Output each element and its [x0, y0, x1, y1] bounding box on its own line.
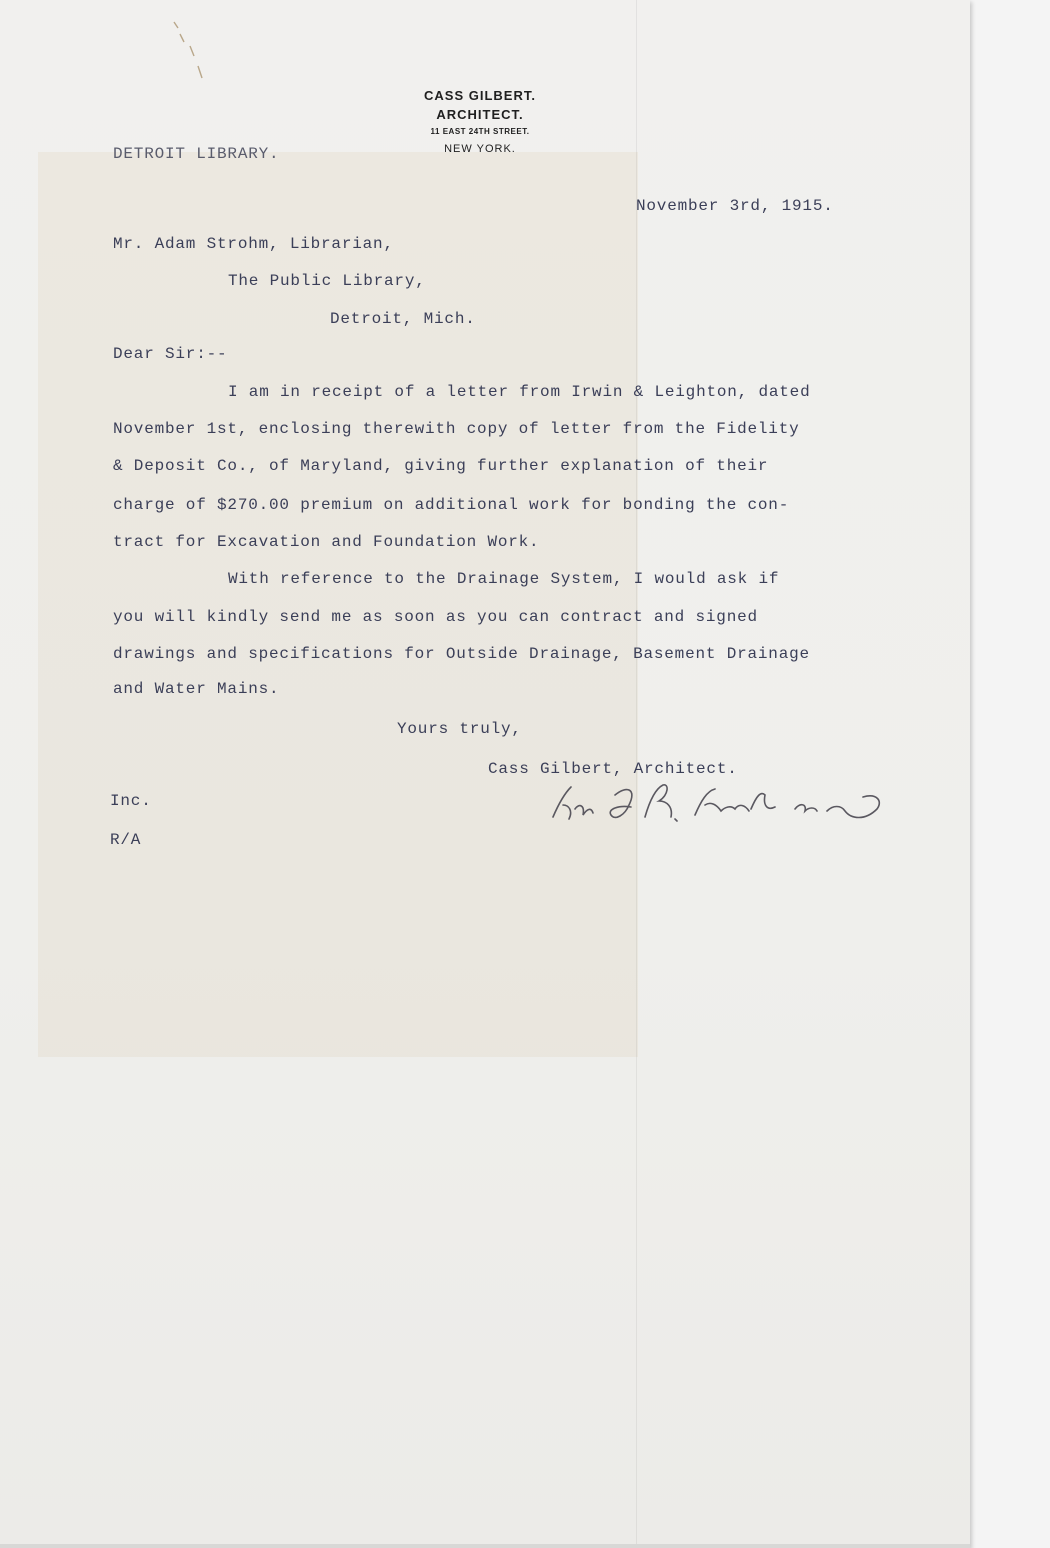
handwritten-signature: [545, 775, 895, 835]
closing: Yours truly,: [397, 720, 522, 738]
body-line: November 1st, enclosing therewith copy of letter from the Fidelity: [113, 420, 800, 438]
letter-date: November 3rd, 1915.: [636, 197, 834, 215]
letterhead-city: NEW YORK.: [444, 143, 516, 155]
typist-initials: Inc.: [110, 792, 152, 810]
body-line: With reference to the Drainage System, I would ask if: [228, 570, 780, 588]
sheet-edge: [0, 1544, 970, 1548]
body-line: charge of $270.00 premium on additional work for bonding the con-: [113, 496, 790, 514]
signoff: Cass Gilbert, Architect.: [488, 760, 738, 778]
body-line: and Water Mains.: [113, 680, 280, 698]
body-line: & Deposit Co., of Maryland, giving further explanation of their: [113, 457, 769, 475]
letterhead: [380, 86, 580, 158]
body-line: drawings and specifications for Outside Drainage, Basement Drainage: [113, 645, 810, 663]
body-line: I am in receipt of a letter from Irwin & Leighton, dated: [228, 383, 811, 401]
letterhead-name: CASS GILBERT.: [424, 88, 536, 103]
body-line: tract for Excavation and Foundation Work.: [113, 533, 540, 551]
recipient-line-3: Detroit, Mich.: [330, 310, 476, 328]
salutation: Dear Sir:--: [113, 345, 228, 363]
recipient-line-1: Mr. Adam Strohm, Librarian,: [113, 235, 394, 253]
recipient-line-2: The Public Library,: [228, 272, 426, 290]
body-line: you will kindly send me as soon as you can contract and signed: [113, 608, 758, 626]
file-tag: DETROIT LIBRARY.: [113, 145, 280, 163]
letterhead-street: 11 EAST 24TH STREET.: [430, 127, 530, 136]
letterhead-title: ARCHITECT.: [436, 107, 524, 122]
pin-hole-mark: [168, 12, 208, 82]
typist-initials: R/A: [110, 831, 142, 849]
